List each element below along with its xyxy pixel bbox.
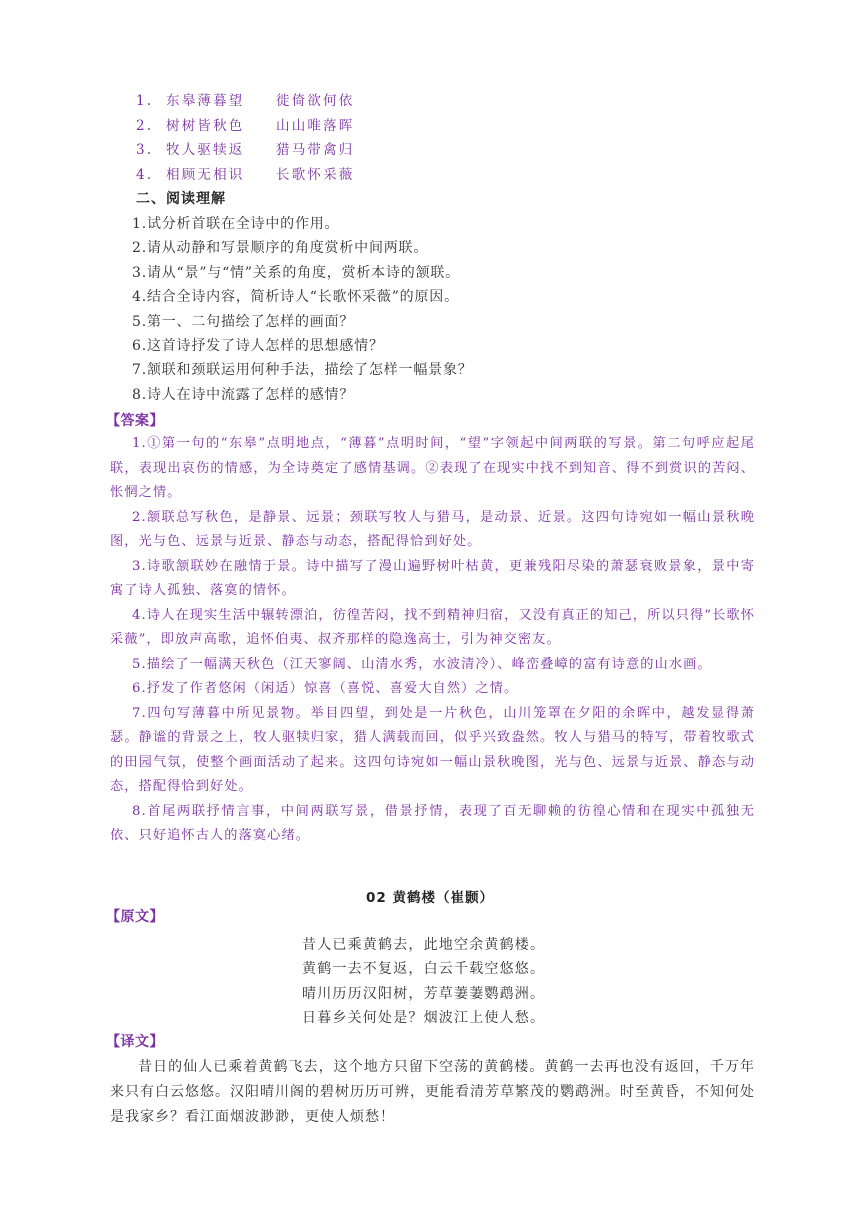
answer-item: 7.四句写薄暮中所见景物。举目四望，到处是一片秋色，山川笼罩在夕阳的余晖中，越发显得萧瑟。静谧的背景之上，牧人驱犊归家，猎人满载而回，似乎兴致盎然。牧人与猎马的特写，带着牧歌式的田园气氛，使整个画面活动了起来。这四句诗宛如一幅山景秋晚图，光与色、远景与近景、静态与动态，搭配得恰到好处。: [110, 705, 755, 794]
pair-left: 东皋薄暮望: [166, 93, 245, 109]
answer-item: 5.描绘了一幅满天秋色（江天寥阔、山清水秀，水波清冷）、峰峦叠嶂的富有诗意的山水画。: [132, 656, 712, 672]
answer-item: 3.诗歌颔联妙在融情于景。诗中描写了漫山遍野树叶枯黄，更兼残阳尽染的萧瑟衰败景象，景中寄寓了诗人孤独、落寞的情怀。: [110, 558, 755, 598]
poem-text: [302, 934, 545, 1032]
reading-section-title: 二、阅读理解: [136, 191, 226, 207]
pair-right: 山山唯落晖: [276, 117, 355, 134]
answer-item: 1.①第一句的“东皋”点明地点，“薄暮”点明时间，“望”字领起中间两联的写景。第二句呼应起尾联，表现出哀伤的情感，为全诗奠定了感情基调。②表现了在现实中找不到知音、得不到赏识的苦闷、怅惘之情。: [110, 436, 755, 500]
pair-number: 1.: [136, 93, 154, 109]
answer-item: 8.首尾两联抒情言事，中间两联写景，借景抒情，表现了百无聊赖的彷徨心情和在现实中孤独无依、只好追怀古人的落寞心绪。: [110, 803, 755, 843]
question-item: 5.第一、二句描绘了怎样的画面？: [132, 313, 355, 330]
question-item: 3.请从“景”与“情”关系的角度，赏析本诗的颔联。: [132, 264, 460, 281]
poem-line: 昔人已乘黄鹤去，此地空余黄鹤楼。: [302, 937, 546, 953]
pair-left: 相顾无相识: [166, 166, 245, 183]
verse-pair-row: [136, 114, 355, 139]
pair-left: 牧人驱犊返: [166, 142, 245, 158]
answer-tag: 【答案】: [106, 413, 164, 429]
verse-pair-row: [136, 163, 355, 188]
verse-pair-row: [136, 89, 355, 114]
question-item: 1.试分析首联在全诗中的作用。: [132, 216, 340, 232]
pair-number: 4.: [136, 166, 154, 183]
poem-title: 02 黄鹤楼（崔颢）: [366, 890, 494, 906]
answer-list: [110, 432, 755, 849]
pair-right: 猎马带禽归: [276, 142, 355, 158]
question-item: 2.请从动静和写景顺序的角度赏析中间两联。: [132, 240, 429, 257]
pair-left: 树树皆秋色: [166, 117, 245, 134]
translation-tag: 【译文】: [106, 1034, 164, 1050]
answer-item: 4.诗人在现实生活中辗转漂泊，彷徨苦闷，找不到精神归宿，又没有真正的知己，所以只得“长歌怀采薇”，即放声高歌，追怀伯夷、叔齐那样的隐逸高士，引为神交密友。: [110, 607, 755, 647]
pair-right: 徙倚欲何依: [276, 93, 355, 109]
pair-right: 长歌怀采薇: [276, 166, 355, 183]
answer-item: 6.抒发了作者悠闲（闲适）惊喜（喜悦、喜爱大自然）之情。: [132, 681, 519, 696]
pair-number: 2.: [136, 117, 154, 134]
poem-line: 黄鹤一去不复返，白云千载空悠悠。: [302, 961, 546, 978]
poem-line: 日暮乡关何处是？烟波江上使人愁。: [302, 1010, 546, 1027]
verse-pair-row: [136, 138, 355, 163]
translation-text: 昔日的仙人已乘着黄鹤飞去，这个地方只留下空荡的黄鹤楼。黄鹤一去再也没有返回，千万年来只有白云悠悠。汉阳晴川阁的碧树历历可辨，更能看清芳草繁茂的鹦鹉洲。时至黄昏，不知何处是我家乡？看江面烟波渺渺，更使人烦愁！: [110, 1059, 755, 1125]
question-list: [132, 213, 473, 408]
answer-item: 2.颔联总写秋色，是静景、远景；颈联写牧人与猎马，是动景、近景。这四句诗宛如一幅山景秋晚图，光与色、远景与近景、静态与动态，搭配得恰到好处。: [110, 509, 755, 549]
question-item: 4.结合全诗内容，简析诗人“长歌怀采薇”的原因。: [132, 289, 459, 306]
verse-pair-list: [136, 89, 355, 187]
question-item: 8.诗人在诗中流露了怎样的感情？: [132, 386, 355, 403]
question-item: 6.这首诗抒发了诗人怎样的思想感情？: [132, 337, 384, 354]
translation-block: [110, 1055, 755, 1130]
poem-line: 晴川历历汉阳树，芳草萋萋鹦鹉洲。: [302, 985, 546, 1002]
question-item: 7.颔联和颈联运用何种手法，描绘了怎样一幅景象？: [132, 362, 473, 379]
original-text-tag: 【原文】: [106, 909, 164, 925]
pair-number: 3.: [136, 142, 154, 158]
